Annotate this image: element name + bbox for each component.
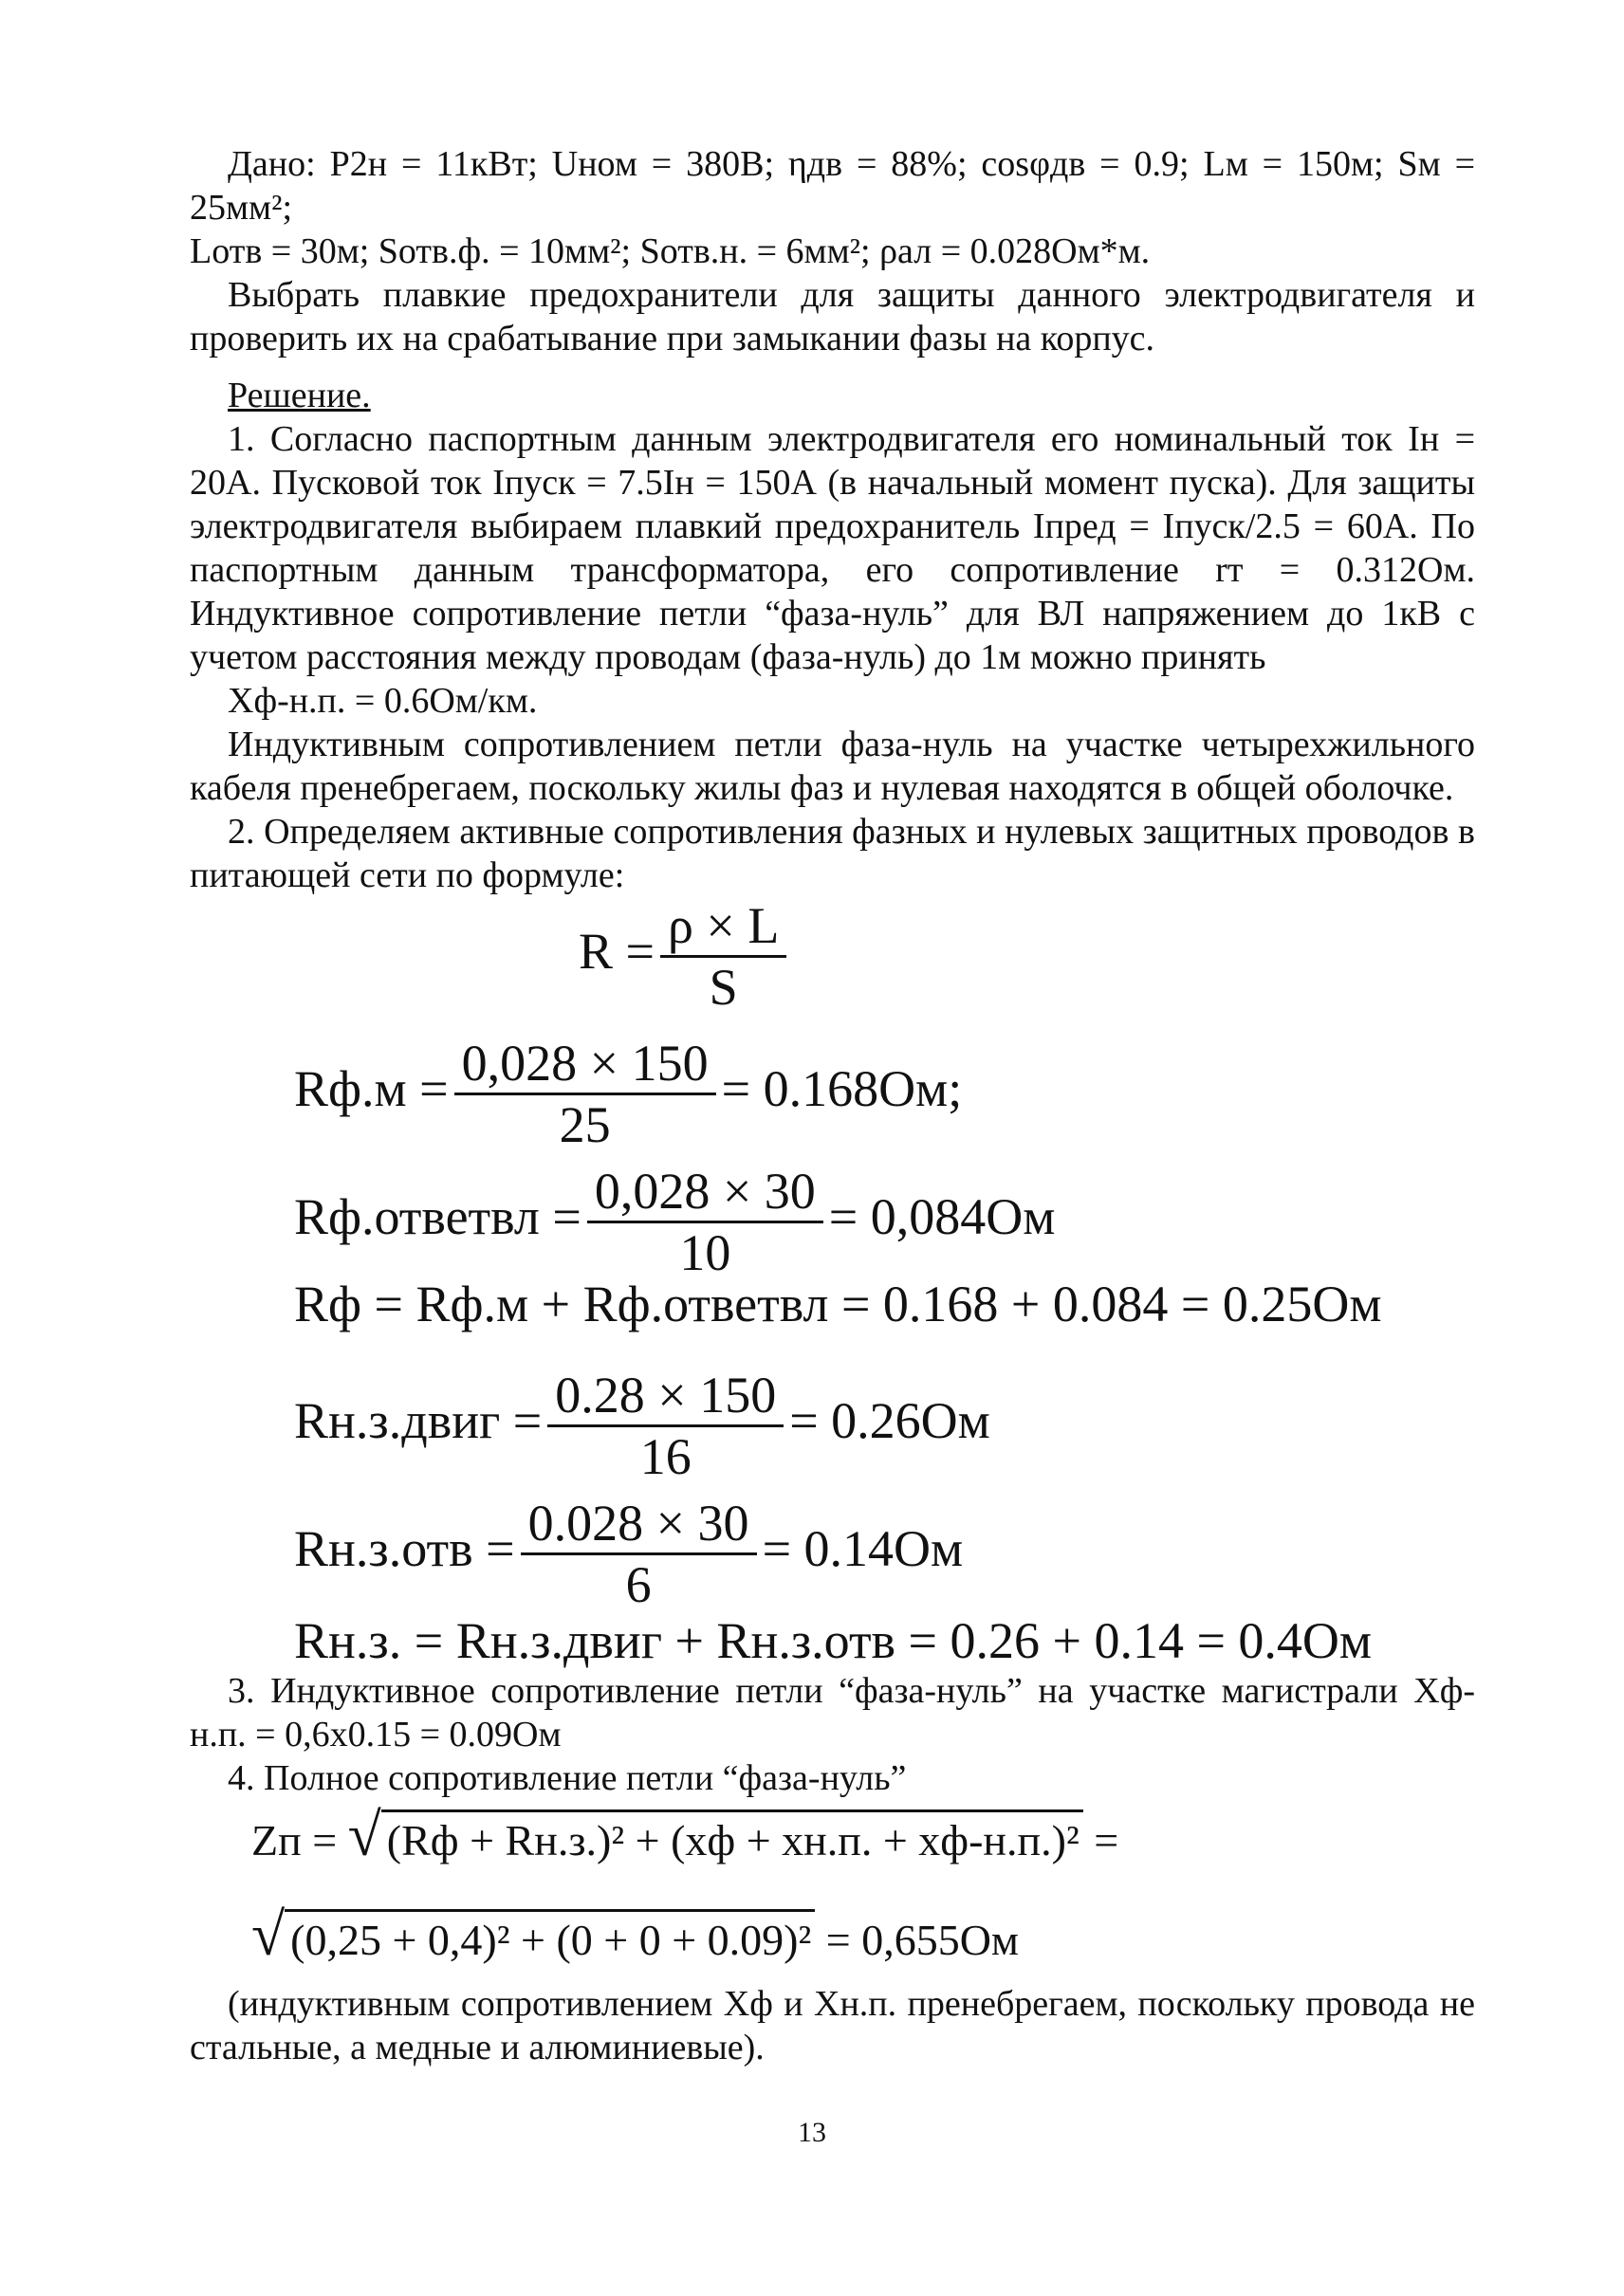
step-1-inductance: Xф-н.п. = 0.6Ом/км.: [228, 681, 538, 721]
closing-note: (индуктивным сопротивлением Xф и Xн.п. пренебрегаем, поскольку провода не стальные, а медные и алюминиевые).: [190, 1984, 1475, 2067]
step-1-cable-note: Индуктивным сопротивлением петли фаза-нуль на участке четырехжильного кабеля пренебрегаем, поскольку жилы фаз и нулевая находятся в общей оболочке.: [190, 725, 1475, 808]
formula-r-neutral-motor: Rн.з.двиг = $\frac{0.28 \times 150}{16}$ = 0.26Ом: [294, 1367, 990, 1485]
formula-r-phase-total: Rф = Rф.м + Rф.ответвл = 0.168 + 0.084 = 0.25Ом: [294, 1276, 1382, 1332]
formula-loop-impedance: Zп = √ (Rф + Rн.з.)² + (xф + xн.п. + xф-н.п.)² =: [251, 1801, 1119, 1868]
step-1-text: 1. Согласно паспортным данным электродвигателя его номинальный ток Iн = 20А. Пусковой ток Iпуск = 7.5Iн = 150А (в начальный момент пуска). Для защиты электродвигателя выбираем плавкий предохранитель Iпред = Iпуск/2.5 = 60А. По паспортным данным трансформатора, его сопротивление rт = 0.312Ом. Индуктивное сопротивление петли “фаза-нуль” для ВЛ напряжением до 1кВ с учетом расстояния между проводам (фаза-нуль) до 1м можно принять: [190, 419, 1475, 677]
given-line-1: Дано: P2н = 11кВт; Uном = 380В; ηдв = 88%; cosφдв = 0.9; Lм = 150м; Sм = 25мм²;: [190, 144, 1475, 228]
formula-r-neutral-branch: Rн.з.отв = $\frac{0.028 \times 30}{6}$ = 0.14Ом: [294, 1495, 964, 1613]
given-line-2: Lотв = 30м; Sотв.ф. = 10мм²; Sотв.н. = 6мм²; ρал = 0.028Ом*м.: [190, 231, 1151, 271]
solution-heading: Решение.: [228, 376, 371, 415]
page-number: 13: [798, 2117, 826, 2148]
step-3-text: 3. Индуктивное сопротивление петли “фаза-нуль” на участке магистрали Xф-н.п. = 0,6x0.15 = 0.09Ом: [190, 1671, 1475, 1754]
step-4-text: 4. Полное сопротивление петли “фаза-нуль”: [228, 1758, 907, 1798]
formula-r-phase-main: Rф.м = $\frac{0,028 \times 150}{25}$ = 0.168Ом;: [294, 1035, 963, 1153]
task-text: Выбрать плавкие предохранители для защиты данного электродвигателя и проверить их на срабатывание при замыкании фазы на корпус.: [190, 275, 1475, 358]
formula-r-neutral-total: Rн.з. = Rн.з.двиг + Rн.з.отв = 0.26 + 0.14 = 0.4Ом: [294, 1612, 1373, 1669]
formula-resistance: R = $\frac{\rho \times L}{S}$: [579, 896, 792, 1017]
step-2-text: 2. Определяем активные сопротивления фазных и нулевых защитных проводов в питающей сети по формуле:: [190, 812, 1475, 895]
formula-r-phase-branch: Rф.ответвл = $\frac{0,028 \times 30}{10}$ = 0,084Ом: [294, 1163, 1056, 1281]
page-body: [190, 142, 1475, 897]
formula-loop-impedance-value: √ (0,25 + 0,4)² + (0 + 0 + 0.09)² = 0,655Ом: [251, 1901, 1020, 1968]
